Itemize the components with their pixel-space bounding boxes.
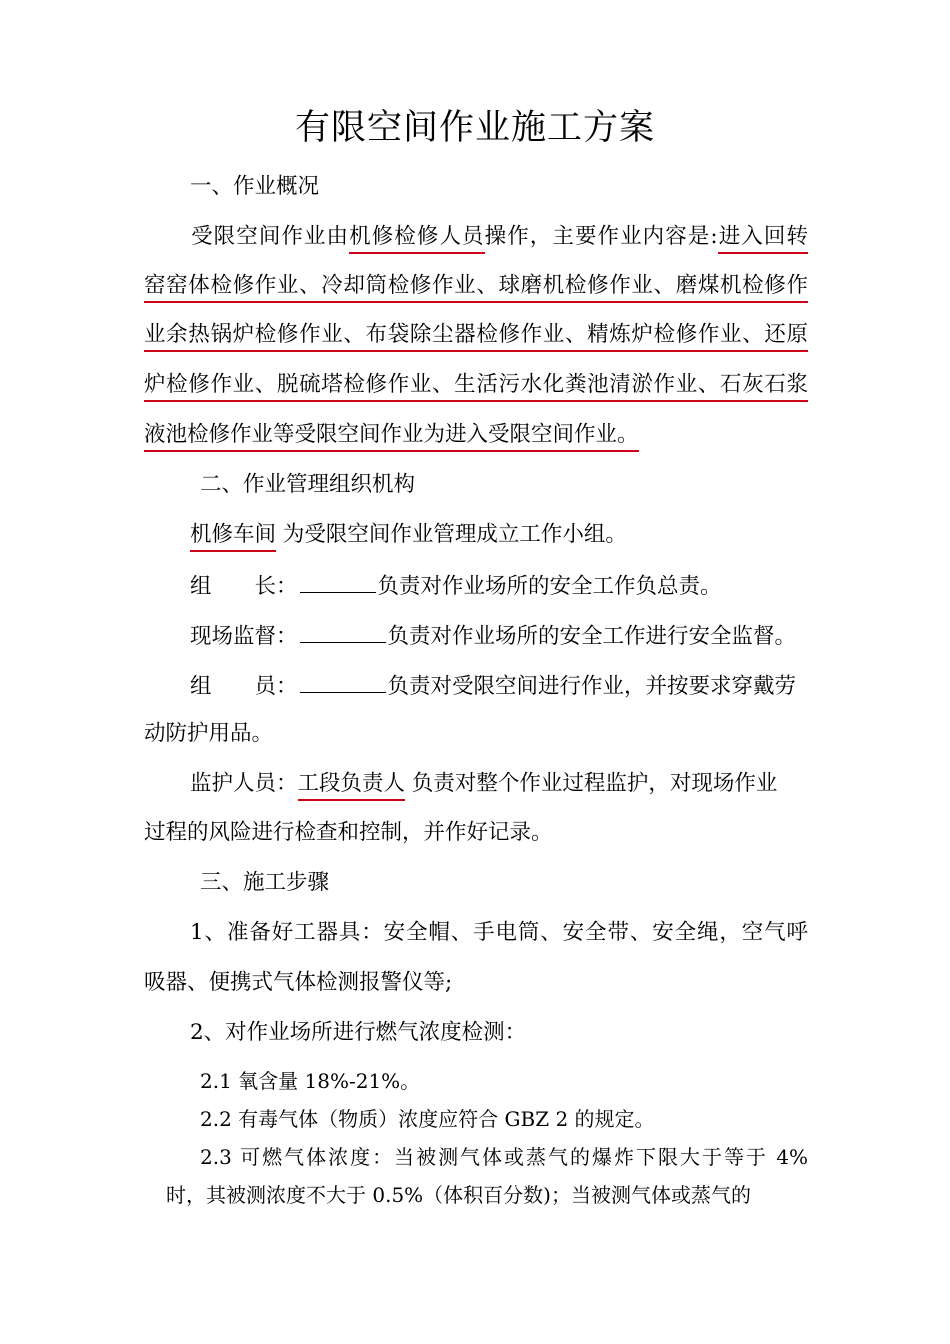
step-2-1: 2.1 氧含量 18%-21%。 <box>200 1069 421 1093</box>
step-1-cont: 吸器、便携式气体检测报警仪等; <box>144 970 453 995</box>
underlined-content: 进入回转 <box>718 224 808 254</box>
underlined-dept: 机修车间 <box>190 522 276 552</box>
leader-desc: 负责对作业场所的安全工作负总责。 <box>377 574 722 599</box>
supervisor-desc: 负责对作业场所的安全工作进行安全监督。 <box>387 624 797 649</box>
section-2-heading: 二、作业管理组织机构 <box>200 472 416 497</box>
step-2-2: 2.2 有毒气体（物质）浓度应符合 GBZ 2 的规定。 <box>200 1107 655 1131</box>
text-run: 受限空间作业由 <box>190 224 350 249</box>
text-run: 操作，主要作业内容是: <box>484 224 718 249</box>
monitor-line <box>190 769 854 799</box>
member-label: 组 员： <box>190 674 298 699</box>
text-run: 为受限空间作业管理成立工作小组。 <box>276 522 627 547</box>
section-1-heading: 一、作业概况 <box>190 174 320 199</box>
underlined-role: 机修检修人员 <box>349 224 484 254</box>
leader-line <box>190 570 854 602</box>
leader-label: 组 长： <box>190 574 298 599</box>
section-3-heading: 三、施工步骤 <box>200 870 330 895</box>
monitor-label: 监护人员： <box>190 771 298 796</box>
member-blank <box>300 670 386 693</box>
supervisor-label: 现场监督： <box>190 624 298 649</box>
sec1-line-2 <box>144 271 808 301</box>
monitor-line-2: 过程的风险进行检查和控制，并作好记录。 <box>144 820 553 845</box>
member-line-2: 动防护用品。 <box>144 721 274 746</box>
step-2: 2、对作业场所进行燃气浓度检测： <box>190 1020 527 1045</box>
page-title: 有限空间作业施工方案 <box>294 108 655 148</box>
step-2-3: 2.3 可燃气体浓度：当被测气体或蒸气的爆炸下限大于等于 4% <box>200 1145 808 1169</box>
org-line <box>190 520 854 550</box>
step-1: 1、准备好工器具：安全帽、手电筒、安全带、安全绳，空气呼 <box>190 920 808 945</box>
sec1-line-5 <box>144 420 808 450</box>
member-line <box>190 670 808 702</box>
sec1-line-4 <box>144 370 808 400</box>
member-desc: 负责对受限空间进行作业，并按要求穿戴劳 <box>387 674 797 699</box>
monitor-desc: 负责对整个作业过程监护，对现场作业 <box>405 771 778 796</box>
sec1-line-1 <box>144 222 808 252</box>
underlined-content: 窑窑体检修作业、冷却筒检修作业、球磨机检修作业、磨煤机检修作 <box>144 273 808 303</box>
supervisor-blank <box>300 620 386 643</box>
underlined-content: 业余热锅炉检修作业、布袋除尘器检修作业、精炼炉检修作业、还原 <box>144 322 808 352</box>
sec1-line-3 <box>144 320 808 350</box>
underlined-content: 液池检修作业等受限空间作业为进入受限空间作业。 <box>144 422 639 452</box>
underlined-content: 炉检修作业、脱硫塔检修作业、生活污水化粪池清淤作业、石灰石浆 <box>144 372 808 402</box>
underlined-role: 工段负责人 <box>298 771 406 801</box>
supervisor-line <box>190 620 854 652</box>
leader-blank <box>300 570 376 593</box>
step-2-3-cont: 时，其被测浓度不大于 0.5%（体积百分数)；当被测气体或蒸气的 <box>166 1183 751 1207</box>
